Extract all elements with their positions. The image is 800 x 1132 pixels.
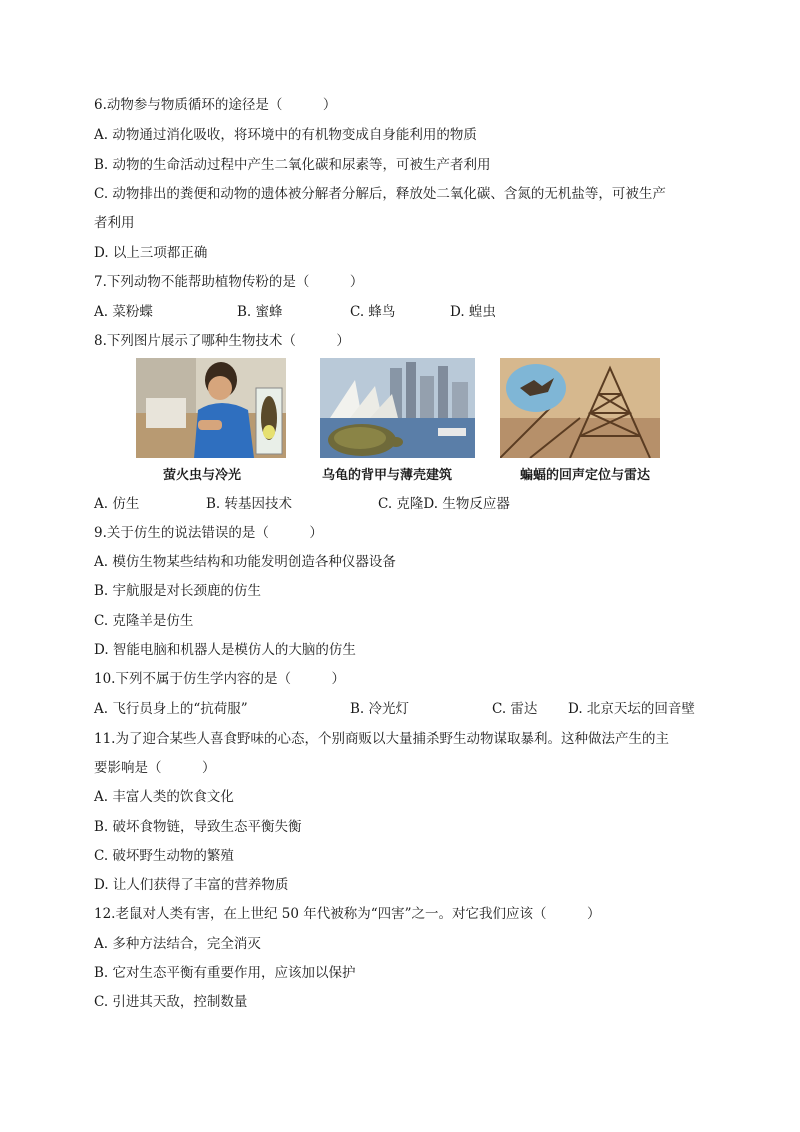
caption-bat: 蝙蝠的回声定位与雷达 xyxy=(520,468,651,483)
q6-stem: 6.动物参与物质循环的途径是（ ） xyxy=(94,97,337,113)
q7-option-c: C. 蜂鸟 xyxy=(350,304,396,320)
q9-option-a: A. 模仿生物某些结构和功能发明创造各种仪器设备 xyxy=(94,554,396,570)
caption-turtle: 乌龟的背甲与薄壳建筑 xyxy=(322,468,453,483)
firefly-cold-light-image xyxy=(136,358,286,458)
q8-option-b: B. 转基因技术 xyxy=(206,496,293,512)
q7-option-a: A. 菜粉蝶 xyxy=(94,304,153,320)
turtle-shell-building-image xyxy=(320,358,475,458)
q6-option-b: B. 动物的生命活动过程中产生二氧化碳和尿素等，可被生产者利用 xyxy=(94,157,491,173)
q12-stem: 12.老鼠对人类有害，在上世纪 50 年代被称为“四害”之一。对它我们应该（ ） xyxy=(94,906,601,922)
q10-option-c: C. 雷达 xyxy=(492,701,538,717)
q7-stem: 7.下列动物不能帮助植物传粉的是（ ） xyxy=(94,274,364,290)
q11-stem-cont: 要影响是（ ） xyxy=(94,760,216,776)
q6-option-c-cont: 者利用 xyxy=(94,215,135,231)
q8-option-a: A. 仿生 xyxy=(94,496,140,512)
q11-option-c: C. 破坏野生动物的繁殖 xyxy=(94,848,234,864)
q11-option-a: A. 丰富人类的饮食文化 xyxy=(94,789,234,805)
q6-option-c: C. 动物排出的粪便和动物的遗体被分解者分解后，释放处二氧化碳、含氮的无机盐等，可被生产 xyxy=(94,186,666,202)
q12-option-b: B. 它对生态平衡有重要作用，应该加以保护 xyxy=(94,965,356,981)
q8-stem: 8.下列图片展示了哪种生物技术（ ） xyxy=(94,333,350,349)
q7-option-b: B. 蜜蜂 xyxy=(237,304,283,320)
bat-echolocation-radar-image xyxy=(500,358,660,458)
q10-option-b: B. 冷光灯 xyxy=(350,701,410,717)
q11-option-b: B. 破坏食物链，导致生态平衡失衡 xyxy=(94,819,302,835)
q8-option-cd: C. 克隆D. 生物反应器 xyxy=(378,496,510,512)
q11-option-d: D. 让人们获得了丰富的营养物质 xyxy=(94,877,289,893)
q12-option-c: C. 引进其天敌，控制数量 xyxy=(94,994,248,1010)
q11-stem: 11.为了迎合某些人喜食野味的心态，个别商贩以大量捕杀野生动物谋取暴利。这种做法产生的主 xyxy=(94,731,669,747)
q9-option-b: B. 宇航服是对长颈鹿的仿生 xyxy=(94,583,262,599)
q7-option-d: D. 蝗虫 xyxy=(450,304,496,320)
q6-option-d: D. 以上三项都正确 xyxy=(94,245,208,261)
q10-option-d: D. 北京天坛的回音壁 xyxy=(568,701,695,717)
caption-firefly: 萤火虫与冷光 xyxy=(163,468,242,483)
q10-stem: 10.下列不属于仿生学内容的是（ ） xyxy=(94,671,345,687)
q10-option-a: A. 飞行员身上的“抗荷服” xyxy=(94,701,248,717)
q9-option-c: C. 克隆羊是仿生 xyxy=(94,613,194,629)
q12-option-a: A. 多种方法结合，完全消灭 xyxy=(94,936,261,952)
q9-option-d: D. 智能电脑和机器人是模仿人的大脑的仿生 xyxy=(94,642,356,658)
q9-stem: 9.关于仿生的说法错误的是（ ） xyxy=(94,525,323,541)
q6-option-a: A. 动物通过消化吸收，将环境中的有机物变成自身能利用的物质 xyxy=(94,127,477,143)
